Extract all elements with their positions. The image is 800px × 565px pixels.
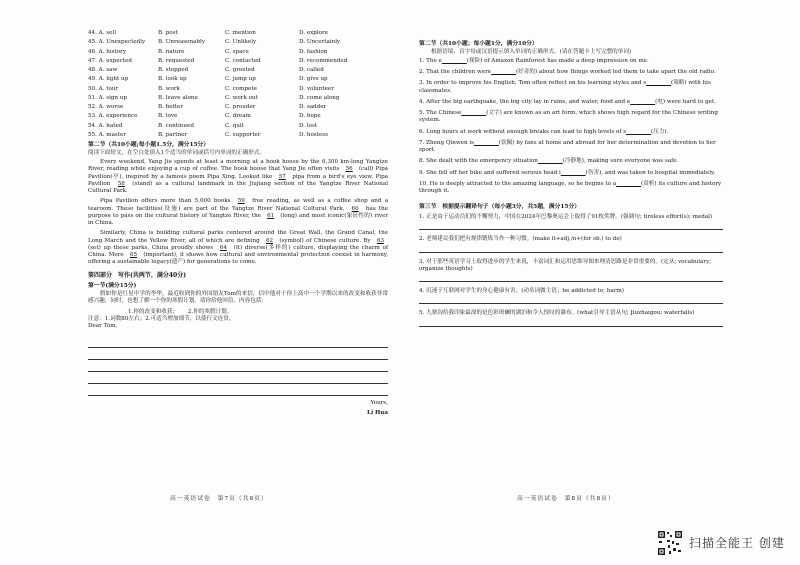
text-run: (important), it shows how cultural and environmental protection coexist in harmony, offering a sustainable legacy(遗产) for generations to come. xyxy=(88,252,389,266)
page-8-footer: 高一英语试卷 第8页（共8页） xyxy=(517,496,615,502)
option-cell: B. Unreasonably xyxy=(158,39,206,46)
option-cell: B. love xyxy=(158,113,178,120)
item-text: 4. After the big earthquake, the big city lay in ruins, and water, food and e xyxy=(419,98,631,105)
option-cell: B. partner xyxy=(158,131,188,138)
exam-page-8 xyxy=(400,0,800,565)
option-cell: 45. A. Unexpectedly xyxy=(88,39,146,46)
passage-paragraph-3 xyxy=(88,230,388,266)
answer-line[interactable] xyxy=(419,275,723,282)
writing-line[interactable] xyxy=(88,384,388,396)
answer-blank[interactable] xyxy=(474,140,499,146)
fill-in-item xyxy=(419,110,723,125)
translation-items xyxy=(419,214,723,327)
option-cell: D. hope xyxy=(299,113,321,120)
answer-line[interactable] xyxy=(419,297,723,304)
section-2-instruction-right: 根据语境、首字母或汉语提示填入单词的正确形式。(请在答题卡上写完整的单词) xyxy=(431,48,632,55)
item-text: 8. She dealt with the emergency situation xyxy=(419,158,538,165)
writing-point-1: 1.你的改变和收获； xyxy=(128,308,179,315)
closing: Yours, xyxy=(370,400,388,407)
section-2-instruction: 阅读下面短文，在空白处填入1个适当的单词或括号内单词的正确形式。 xyxy=(88,149,265,156)
answer-blank[interactable] xyxy=(538,158,563,164)
item-hint: (伤害), and was taken to hospital immediately. xyxy=(585,169,716,176)
option-cell: D. sadder xyxy=(299,104,327,111)
text-run: free reading, as well as a coffee shop and a tearoom. These facilities(设施) are part of the Yangtze River National Cultural Park, xyxy=(88,198,389,212)
option-cell: D. fashion xyxy=(299,48,328,55)
item-text: 2. That the children were xyxy=(419,69,492,76)
blank-60: 60 xyxy=(351,205,359,212)
option-cell: D. explore xyxy=(299,30,329,36)
option-cell: 51. A. sign up xyxy=(88,94,128,101)
option-cell: 50. A. tour xyxy=(88,85,119,92)
answer-line[interactable] xyxy=(419,223,723,230)
text-run: Similarly, China is building cultural parks centered around the Great Wall, the Grand Canal, the Long March and the Yellow River, all of which are defining xyxy=(88,230,388,244)
cloze-options-grid xyxy=(88,30,388,139)
blank-62: 62 xyxy=(265,237,274,244)
option-cell: B. continued xyxy=(158,122,194,129)
option-cell: 47. A. expected xyxy=(88,57,132,64)
item-hint: (赏析) its culture and history through it. xyxy=(419,180,722,195)
option-cell: B. post xyxy=(158,30,178,36)
blank-61: 61 xyxy=(267,212,275,219)
item-text: 7. Zheng Qinwen is xyxy=(419,139,474,146)
page-8-content xyxy=(419,38,723,333)
option-cell: C. supporter xyxy=(225,131,261,138)
writing-lines[interactable] xyxy=(88,336,388,396)
blank-57: 57 xyxy=(278,173,286,180)
option-cell: B. stopped xyxy=(158,67,189,74)
fill-in-items xyxy=(419,58,723,196)
blank-58: 58 xyxy=(117,180,125,187)
answer-blank[interactable] xyxy=(491,69,516,75)
signature: Li Hua xyxy=(367,409,388,416)
item-text: 9. She fell off her bike and suffered serious head i xyxy=(419,169,561,176)
answer-blank[interactable] xyxy=(561,170,586,176)
option-cell: C. prouder xyxy=(225,104,256,111)
option-cell: 49. A. light up xyxy=(88,76,129,83)
item-hint: (探险) of Amazon Rainforest has made a deep impression on me. xyxy=(466,57,649,64)
option-cell: C. mention xyxy=(225,30,256,36)
fill-in-item xyxy=(419,158,723,165)
item-hint: (好奇的) about how things worked led them to take apart the old radio. xyxy=(516,69,716,76)
passage-paragraph-2 xyxy=(88,198,388,227)
section-3-title: 第三节 根据提示翻译句子（每小题3分，共5题，满分15分） xyxy=(419,203,581,210)
text-run: (symbol) of Chinese culture. By xyxy=(279,237,371,244)
option-cell: B. better xyxy=(158,104,184,111)
option-cell: 54. A. hated xyxy=(88,122,123,129)
section-2-title-right: 第二节（共10小题；每小题1分，满分10分） xyxy=(419,41,538,47)
translation-item: 5. 九寨沟给我印象最深的是色彩斑斓的湖泊和令人惊叹的瀑布。(what引导主语从句; Jiuzhaigou; waterfalls) xyxy=(419,310,695,317)
option-cell: 55. A. master xyxy=(88,131,127,138)
option-cell: C. dream xyxy=(225,113,251,120)
option-cell: 44. A. sell xyxy=(88,30,117,36)
translation-item: 3. 对于那些英语学习上取得进步的学生来说，丰富词汇和运用思维导图来理清思路是非常重要的。(定从; vocabulary; organize thoughts) xyxy=(419,258,712,272)
item-text: 3. In order to improve his English, Tom often reflect on his learning styles and s xyxy=(419,80,647,87)
option-cell: C. quit xyxy=(225,122,244,129)
answer-line[interactable] xyxy=(419,246,723,253)
blank-63: 63 xyxy=(376,237,385,244)
option-cell: B. work xyxy=(158,85,180,92)
option-cell: B. requested xyxy=(158,57,195,64)
fill-in-item xyxy=(419,181,723,196)
writing-note: 注意：1.词数80左右；2.可适当增加细节，以使行文连贯。 xyxy=(88,315,235,322)
answer-blank[interactable] xyxy=(630,99,655,105)
writing-points xyxy=(88,309,388,316)
item-hint: (钦佩) by fans at home and abroad for her determination and devotion to her sport. xyxy=(419,139,716,154)
writing-line[interactable] xyxy=(88,372,388,384)
writing-line[interactable] xyxy=(88,348,388,360)
writing-line[interactable] xyxy=(88,336,388,348)
answer-line[interactable] xyxy=(419,320,723,327)
option-cell: C. compete xyxy=(225,85,257,92)
answer-blank[interactable] xyxy=(616,181,641,187)
fill-in-item xyxy=(419,170,723,177)
item-hint: (压力). xyxy=(651,128,669,135)
text-run: (call) Pipa Pavilion(亭), inspired by a famous poem Pipa Xing. Looked like xyxy=(88,166,389,180)
text-run: Pipa Pavilion offers more than 5,000 books xyxy=(100,198,231,205)
item-text: 5. The Chinese xyxy=(419,110,462,117)
option-cell: 48. A. saw xyxy=(88,67,118,74)
option-cell: D. called xyxy=(299,67,324,74)
item-hint: (电) were hard to get. xyxy=(655,98,717,105)
page-7-footer: 高一英语试卷 第7页（共8页） xyxy=(170,496,268,502)
scanner-watermark: 扫描全能王 创建 xyxy=(689,536,785,550)
salutation: Dear Tom, xyxy=(88,323,118,330)
text-run: (long) and most iconic(象征性的) river in China. xyxy=(88,212,389,227)
option-cell: C. greeted xyxy=(225,67,255,74)
fill-in-item xyxy=(419,140,723,155)
option-cell: B. look up xyxy=(158,76,187,83)
answer-blank[interactable] xyxy=(646,80,671,86)
option-cell: D. give up xyxy=(299,76,328,83)
answer-blank[interactable] xyxy=(442,58,467,64)
item-hint: (策略) with his classmates. xyxy=(419,80,711,94)
option-cell: C. jump up xyxy=(225,76,256,83)
fill-in-item xyxy=(419,58,723,65)
translation-item: 2. 老师建议我们把有规律锻炼当作一种习惯。(make it+adj./n+(for sb.) to do) xyxy=(419,236,622,243)
option-cell: B. leave alone xyxy=(158,94,198,101)
item-text: 6. Long hours at work without enough breaks can lead to high levels of s xyxy=(419,128,627,135)
fill-in-item xyxy=(419,80,723,95)
part-4-section-1: 第一节(满分15分) xyxy=(88,282,137,289)
fill-in-item xyxy=(419,69,723,76)
option-cell: 53. A. experience xyxy=(88,113,138,120)
option-cell: C. contacted xyxy=(225,57,261,64)
item-hint: (冷静地), making sure everyone was safe. xyxy=(562,158,679,165)
item-text: 10. He is deeply attracted to the amazing language, so he begins to a xyxy=(419,180,617,187)
option-cell: D. Uncertainly xyxy=(299,39,341,46)
page-7-content xyxy=(88,30,388,417)
blank-64: 64 xyxy=(219,244,228,251)
item-hint: (文字) are known as an art form, which shows high regard for the Chinese writing system. xyxy=(419,110,718,124)
option-cell: B. nature xyxy=(158,48,185,55)
blank-59: 59 xyxy=(237,198,245,205)
translation-item: 4. 沉迷于互联网对学生的身心健康有害。(动名词做主语；be addicted to; harm) xyxy=(419,288,624,295)
option-cell: D. lost xyxy=(299,122,318,129)
qr-code-icon xyxy=(657,530,683,556)
answer-blank[interactable] xyxy=(626,129,651,135)
text-run: has the purpose to pass on the cultural history of Yangtze River, the xyxy=(88,205,389,219)
item-text: 1. The e xyxy=(419,57,442,64)
option-cell: D. recommended xyxy=(299,57,348,64)
blank-56: 56 xyxy=(345,166,353,173)
blank-65: 65 xyxy=(130,252,138,259)
writing-prompt: 假如你是红星中学的李华，最近收到你的外国朋友Tom的来信，信中他对于你上高中一个学期以来的改变和收获非常感兴趣，同时，也想了解一个你的寒假计划。请你给他回信，内容包括： xyxy=(88,291,388,305)
part-4-title: 第四部分 写作(共两节，满分40分) xyxy=(88,271,187,279)
fill-in-item xyxy=(419,99,723,106)
option-cell: 52. A. worse xyxy=(88,104,124,111)
passage-paragraph-1 xyxy=(88,159,388,195)
option-cell: D. come along xyxy=(299,94,340,101)
writing-line[interactable] xyxy=(88,360,388,372)
option-cell: C. Unlikely xyxy=(225,39,257,46)
answer-blank[interactable] xyxy=(461,110,486,116)
text-run: (it) diverse(多样的) culture, displaying the charm of China. More xyxy=(88,244,389,259)
text-run: (set) up these parks, China proudly shows xyxy=(88,244,214,251)
fill-in-item xyxy=(419,129,723,136)
writing-point-2: 2.你的寒假计划。 xyxy=(187,308,233,315)
text-run: Every weekend, Yang Jie spends at least a morning at a book house by the 6,300 km-long Yangtze River, reading while enjoying a cup of coffee. The book house that Yang Jie often visits xyxy=(88,158,388,173)
section-2-title: 第二节（共10小题;每小题1.5分，满分15分） xyxy=(88,142,210,149)
option-cell: 46. A. history xyxy=(88,48,126,55)
option-cell: C. work out xyxy=(225,94,258,101)
text-run: (stand) as a cultural landmark in the Jiujiang section of the Yangtze River National Cultural Park. xyxy=(88,180,388,195)
option-cell: D. volunteer xyxy=(299,85,334,92)
text-run: pipa from a bird's eye view, Pipa Pavilion xyxy=(88,173,389,187)
option-cell: C. space xyxy=(225,48,249,55)
translation-item: 1. 正是由于运动员们的不懈努力，中国在2024年巴黎奥运会上取得了91枚奖牌。(强调句; tireless effort(s); medal) xyxy=(419,214,713,221)
option-cell: D. hostess xyxy=(299,131,328,138)
